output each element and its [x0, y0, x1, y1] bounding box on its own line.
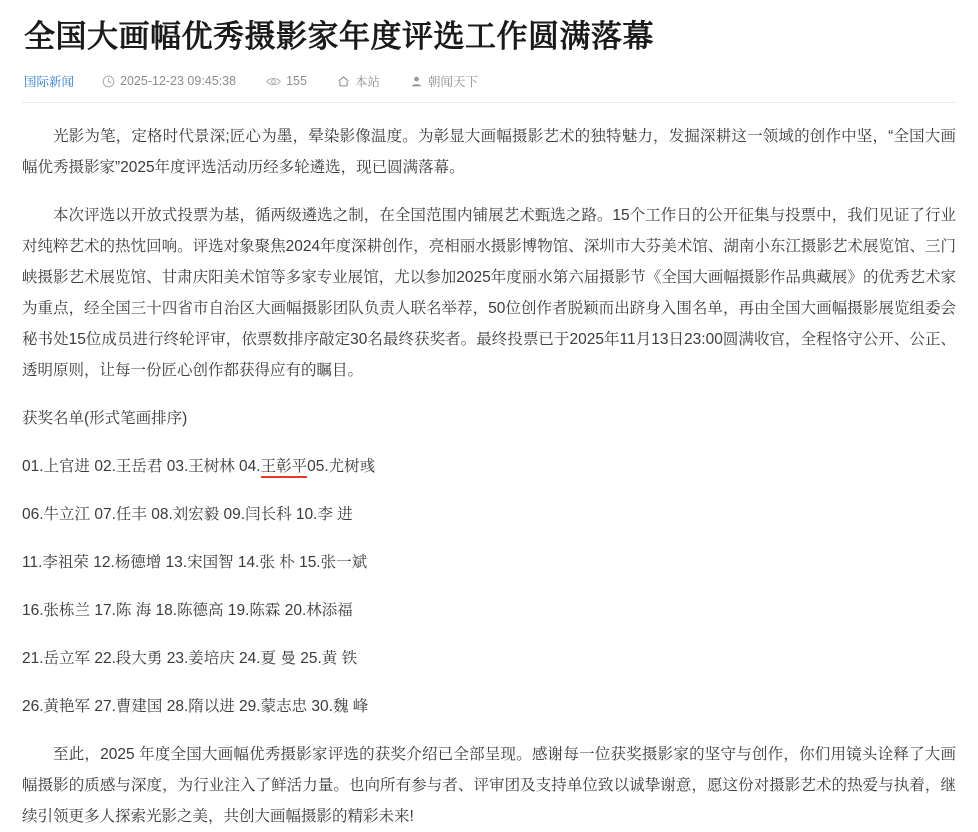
- winner-list-heading: 获奖名单(形式笔画排序): [22, 409, 188, 427]
- winner-line-1-post: 05.尤树彧: [307, 457, 376, 475]
- winner-line-1: [22, 451, 956, 482]
- home-icon: [337, 75, 350, 88]
- eye-icon: [266, 75, 281, 88]
- meta-date-text: 2025-12-23 09:45:38: [120, 73, 237, 88]
- clock-icon: [102, 75, 115, 88]
- meta-source: [337, 72, 380, 90]
- meta-views-count: 155: [286, 73, 307, 88]
- paragraph-1: 光影为笔，定格时代景深;匠心为墨，晕染影像温度。为彰显大画幅摄影艺术的独特魅力，发掘深耕这一领域的创作中坚，“全国大画幅优秀摄影家”2025年度评选活动历经多轮遴选，现已圆满落幕。: [22, 127, 956, 176]
- page-title: 全国大画幅优秀摄影家年度评选工作圆满落幕: [24, 19, 654, 54]
- meta-author: [410, 72, 478, 90]
- closing-paragraph: 至此，2025 年度全国大画幅优秀摄影家评选的获奖介绍已全部呈现。感谢每一位获奖摄影家的坚守与创作，你们用镜头诠释了大画幅摄影的质感与深度，为行业注入了鲜活力量。也向所有参与者、评审团及支持单位致以诚挚谢意，愿这份对摄影艺术的热爱与执着，继续引领更多人探索光影之美，共创大画幅摄影的精彩未来!: [22, 745, 956, 825]
- meta-category-link[interactable]: 国际新闻: [24, 74, 75, 89]
- winner-line-3: 11.李祖荣 12.杨德增 13.宋国智 14.张 朴 15.张一斌: [22, 553, 368, 571]
- paragraph-2: 本次评选以开放式投票为基，循两级遴选之制，在全国范围内铺展艺术甄选之路。15个工作日的公开征集与投票中，我们见证了行业对纯粹艺术的热忱回响。评选对象聚焦2024年度深耕创作，亮相丽水摄影博物馆、深圳市大芬美术馆、湖南小东江摄影艺术展览馆、三门峡摄影艺术展览馆、甘肃庆阳美术馆等多家专业展馆，尤以参加2025年度丽水第六届摄影节《全国大画幅摄影作品典藏展》的优秀艺术家为重点，经全国三十四省市自治区大画幅摄影团队负责人联名举荐，50位创作者脱颖而出跻身入围名单，再由全国大画幅摄影展览组委会秘书处15位成员进行终轮评审，依票数排序敲定30名最终获奖者。最终投票已于2025年11月13日23:00圆满收官，全程恪守公开、公正、透明原则，让每一份匠心创作都获得应有的瞩目。: [22, 206, 956, 379]
- meta-views: [266, 74, 307, 88]
- article-body: [22, 103, 956, 832]
- user-icon: [410, 75, 423, 88]
- winner-line-4: 16.张栋兰 17.陈 海 18.陈德高 19.陈霖 20.林添福: [22, 601, 353, 619]
- meta-author-text: 朝闻天下: [427, 74, 478, 89]
- meta-date: [102, 74, 236, 88]
- winner-line-1-pre: 01.上官进 02.王岳君 03.王树林 04.: [22, 457, 261, 475]
- article-meta-bar: [22, 58, 956, 103]
- winner-line-6: 26.黄艳军 27.曹建国 28.隋以进 29.蒙志忠 30.魏 峰: [22, 697, 369, 715]
- winner-line-2: 06.牛立江 07.任丰 08.刘宏毅 09.闫长科 10.李 进: [22, 505, 353, 523]
- winner-line-5: 21.岳立军 22.段大勇 23.姜培庆 24.夏 曼 25.黄 铁: [22, 649, 358, 667]
- meta-source-text: 本站: [354, 74, 380, 89]
- winner-highlight: 王彰平: [261, 458, 308, 478]
